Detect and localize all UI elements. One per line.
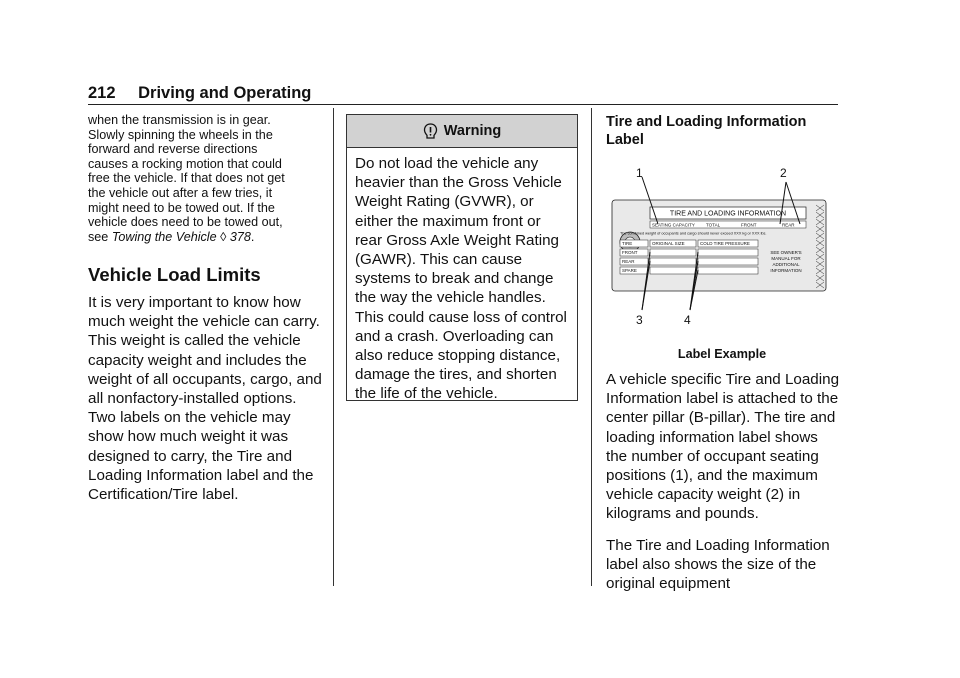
label-paragraph-2: The Tire and Loading Information label also shows the size of the original equipment (606, 537, 830, 593)
row-front-label: FRONT (622, 250, 638, 255)
intro-line: the vehicle out after a few tries, it (88, 185, 273, 200)
see-owners-line3: ADDITIONAL (772, 262, 800, 267)
period: . (250, 229, 255, 244)
front-label: FRONT (741, 222, 757, 228)
page-number: 212 (88, 84, 116, 102)
load-limits-paragraph: It is very important to know how much weight the vehicle can carry. This weight is called the vehicle capacity weight and includes the weight of all occupants, cargo, and all nonfactory-installed options. Two labels on the vehicle may show how much weight it was designed to carry, the Tire and Loading Information label and the Certification/Tire label. (88, 294, 322, 504)
callout-2: 2 (780, 166, 787, 180)
towing-link[interactable]: Towing the Vehicle (111, 229, 217, 244)
intro-line: might need to be towed out. If the (88, 200, 275, 215)
warning-text: Do not load the vehicle any heavier than the Gross Vehicle Weight Rating (GVWR), or either the maximum front or rear Gross Axle Weight Rating (GAWR). This can cause systems to break and change the way the vehicle handles. This could cause loss of control and a crash. Overloading can also reduce stopping distance, damage the tires, and shorten the life of the vehicle. (355, 155, 567, 403)
section-heading: Vehicle Load Limits (88, 264, 261, 285)
page-ref[interactable]: 378 (229, 229, 251, 244)
warning-icon (423, 123, 438, 139)
figure-caption: Label Example (677, 347, 767, 361)
page-header (88, 84, 311, 103)
intro-line: causes a rocking motion that could (88, 156, 282, 171)
row-spare-label: SPARE (622, 268, 637, 273)
callout-3: 3 (636, 313, 643, 327)
label-title: TIRE AND LOADING INFORMATION (669, 210, 787, 218)
section-title: Driving and Operating (138, 84, 312, 102)
warning-title: Warning (443, 123, 502, 139)
intro-see-line (88, 230, 328, 245)
value-cells (650, 249, 758, 274)
seating-capacity-label: SEATING CAPACITY (652, 222, 695, 228)
callout-1: 1 (636, 166, 643, 180)
warning-header (347, 115, 577, 148)
intro-line: vehicle does need to be towed out, (88, 215, 283, 230)
figure-section-title: Tire and Loading Information Label (606, 114, 807, 148)
warning-box (346, 114, 578, 401)
page-ref-icon: ◊ (220, 229, 227, 244)
callout-4: 4 (684, 313, 691, 327)
label-paragraph-1: A vehicle specific Tire and Loading Information label is attached to the center pillar (B-pillar). The tire and loading information label shows the number of occupant seating positions (1), and the maximum vehicle capacity weight (2) in kilograms and pounds. (606, 371, 840, 523)
total-label: TOTAL (706, 222, 721, 228)
row-rear-label: REAR (622, 259, 635, 264)
column-divider-left (333, 108, 334, 586)
rear-label: REAR (782, 222, 795, 228)
tire-label-figure (606, 160, 838, 332)
header-divider (88, 104, 838, 105)
combined-weight-text: The combined weight of occupants and cargo should never exceed XXX kg or XXX lbs. (620, 231, 767, 236)
intro-line: forward and reverse directions (88, 142, 258, 157)
original-size-header: ORIGINAL SIZE (652, 241, 685, 246)
intro-line: free the vehicle. If that does not get (88, 171, 285, 186)
see-owners-line1: SEE OWNER'S (770, 250, 802, 255)
column-divider-right (591, 108, 592, 586)
see-owners-line4: INFORMATION (770, 268, 802, 273)
intro-line: when the transmission is in gear. (88, 113, 271, 127)
see-word: see (88, 229, 109, 244)
intro-line: Slowly spinning the wheels in the (88, 127, 273, 142)
cold-pressure-header: COLD TIRE PRESSURE (700, 241, 750, 246)
see-owners-line2: MANUAL FOR (771, 256, 801, 261)
intro-text (88, 113, 328, 244)
tire-header: TIRE (622, 241, 633, 246)
